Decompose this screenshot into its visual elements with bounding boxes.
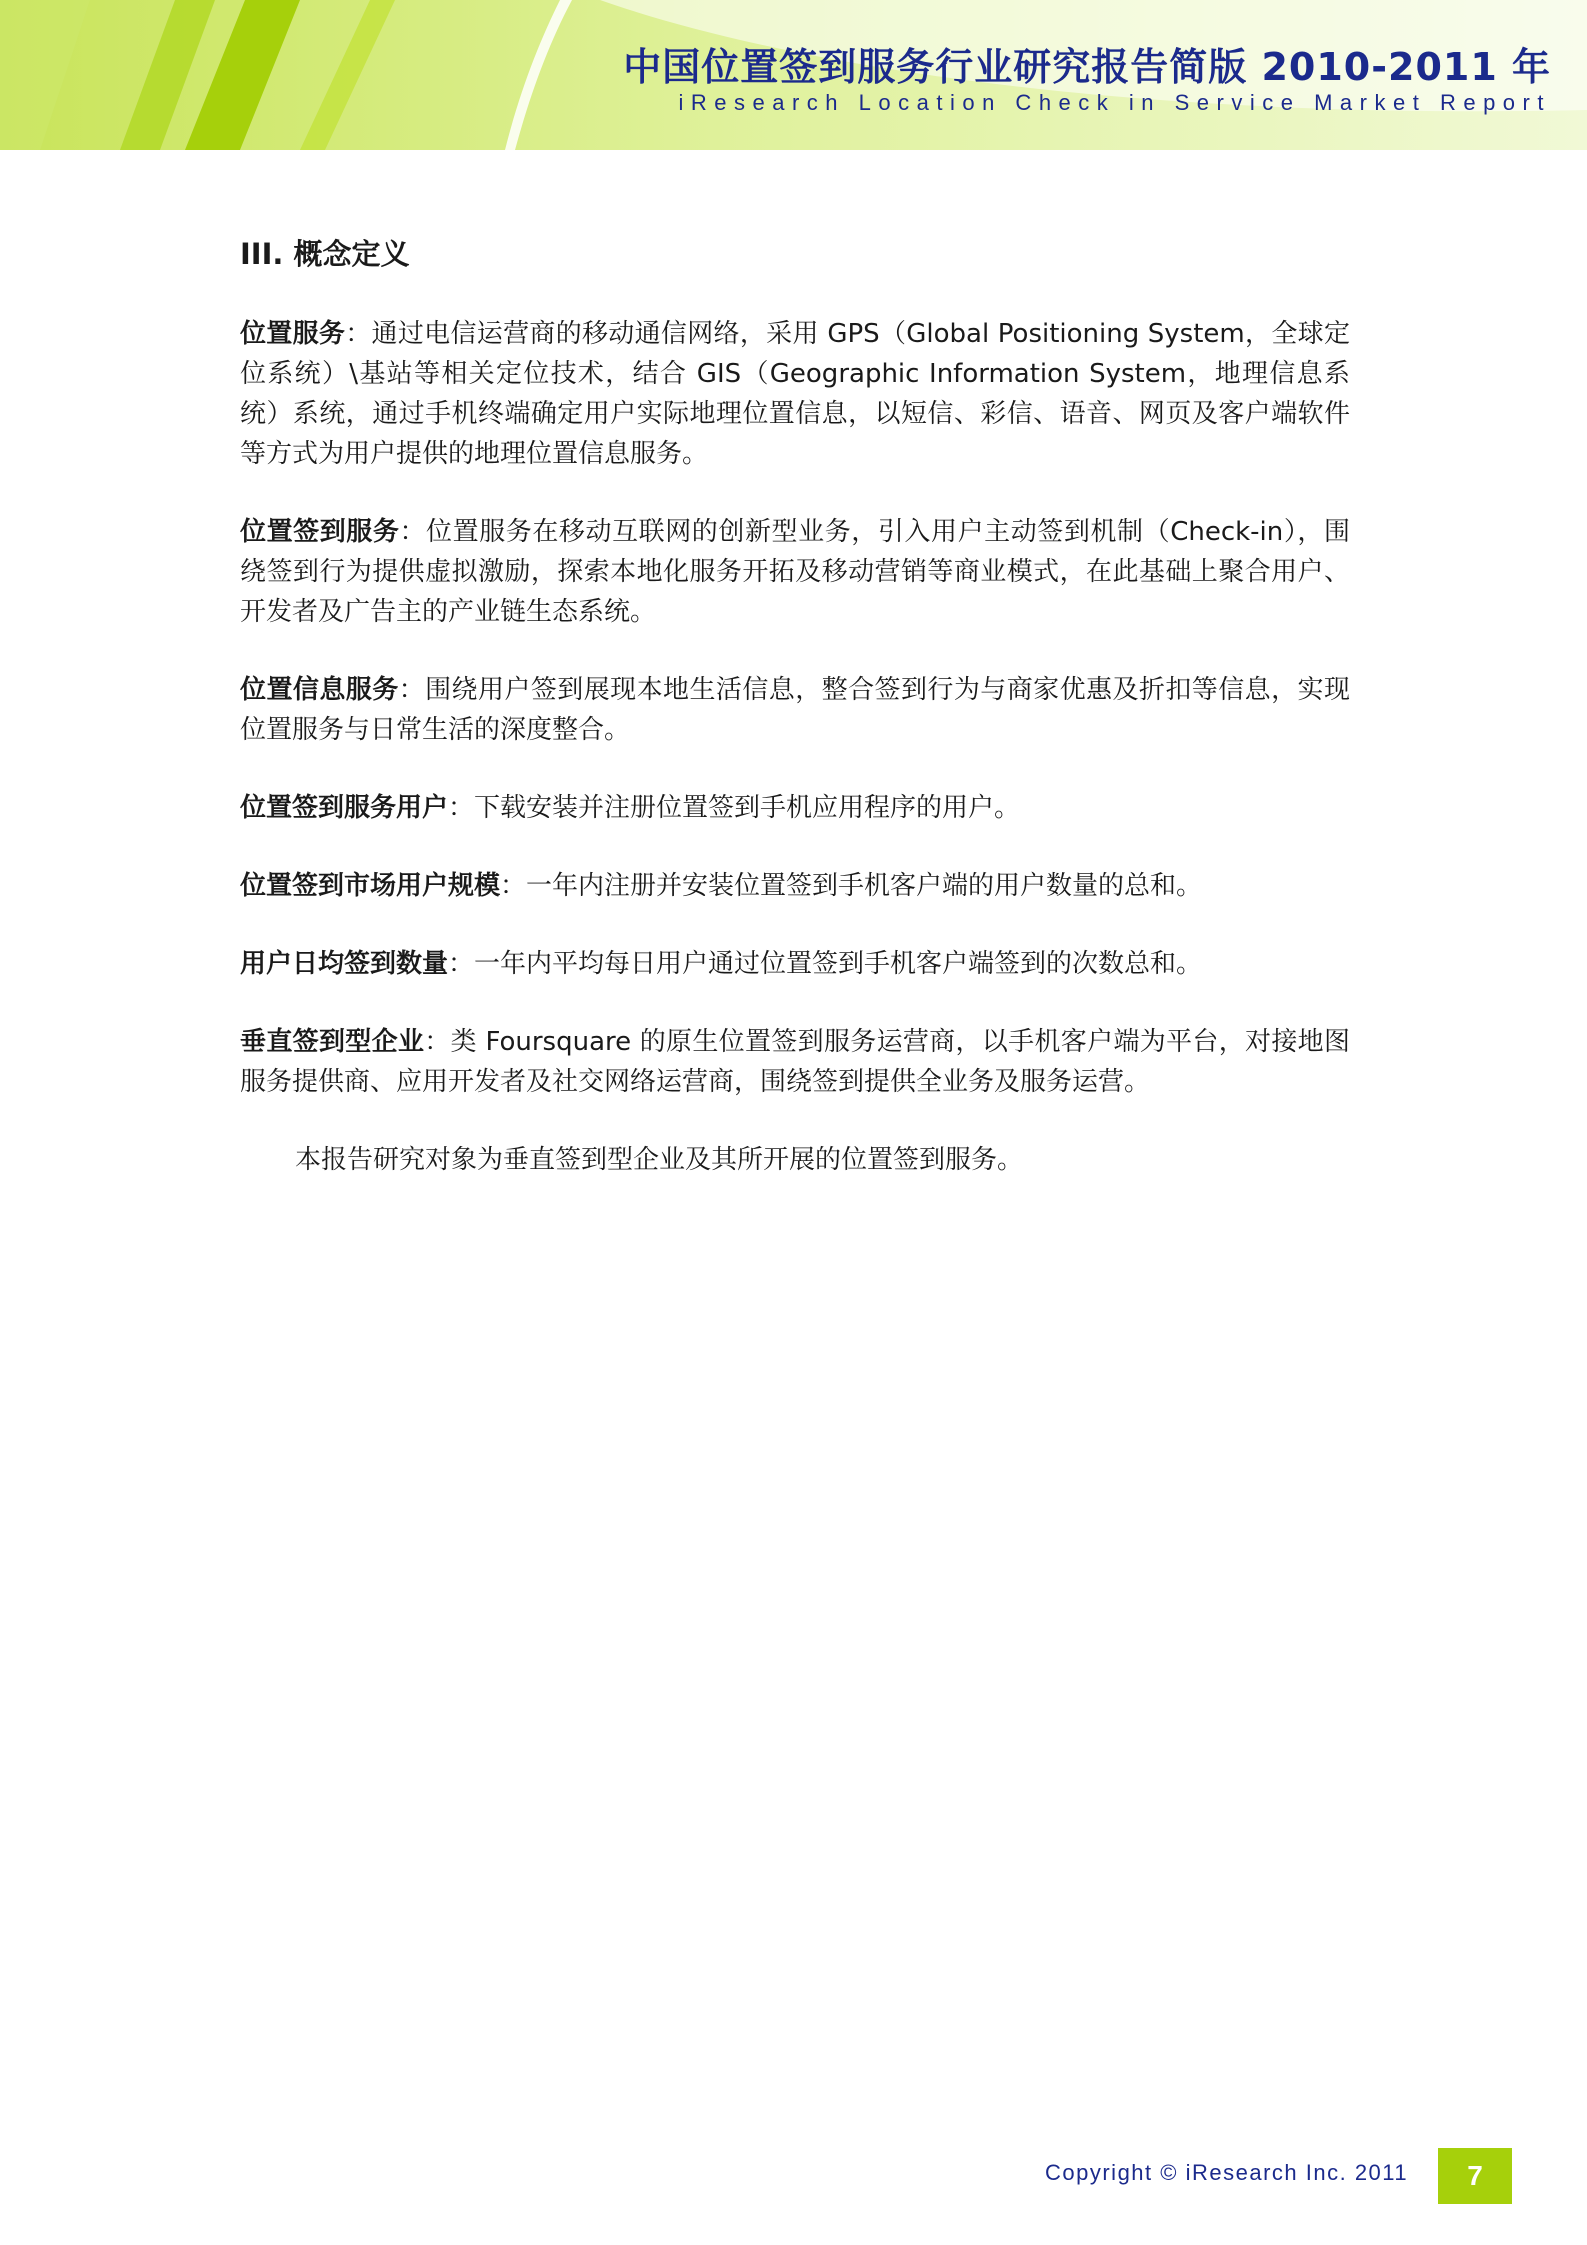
definition-term: 位置信息服务: [240, 675, 399, 705]
definition-location-info-service: [240, 670, 1350, 750]
closing-statement: 本报告研究对象为垂直签到型企业及其所开展的位置签到服务。: [295, 1145, 1024, 1175]
definition-text: ：下载安装并注册位置签到手机应用程序的用户。: [448, 793, 1021, 823]
definition-market-user-scale: [240, 866, 1350, 906]
definition-term: 位置签到服务用户: [240, 793, 449, 823]
definition-term: 位置签到市场用户规模: [240, 871, 501, 901]
definition-check-in-user: [240, 788, 1350, 828]
definition-term: 位置签到服务: [240, 517, 400, 547]
definition-term: 用户日均签到数量: [240, 949, 449, 979]
section-title: III. 概念定义: [240, 237, 410, 271]
page-number: 7: [1438, 2148, 1512, 2204]
definition-check-in-service: [240, 512, 1350, 632]
copyright-notice: Copyright © iResearch Inc. 2011: [1045, 2160, 1409, 2185]
definition-text: ：类 Foursquare 的原生位置签到服务运营商，以手机客户端为平台，对接地图服务提供商、应用开发者及社交网络运营商，围绕签到提供全业务及服务运营。: [240, 1027, 1350, 1097]
report-subtitle: iResearch Location Check in Service Market Report: [678, 90, 1551, 115]
definition-text: ：围绕用户签到展现本地生活信息，整合签到行为与商家优惠及折扣等信息，实现位置服务与日常生活的深度整合。: [240, 675, 1350, 745]
report-title: 中国位置签到服务行业研究报告简版 2010-2011 年: [623, 45, 1551, 89]
definition-text: ：一年内平均每日用户通过位置签到手机客户端签到的次数总和。: [448, 949, 1203, 979]
definition-text: ：一年内注册并安装位置签到手机客户端的用户数量的总和。: [500, 871, 1203, 901]
definition-location-service: [240, 314, 1350, 474]
definition-term: 垂直签到型企业: [240, 1027, 425, 1057]
main-content: [240, 232, 1350, 1180]
definition-term: 位置服务: [240, 319, 346, 349]
definition-vertical-check-in-company: [240, 1022, 1350, 1102]
definition-text: ：通过电信运营商的移动通信网络，采用 GPS（Global Positioning System，全球定位系统）\基站等相关定位技术，结合 GIS（Geographic Information System，地理信息系统）系统，通过手机终端确定用户实际地理位置信息，以短信、彩信、语音、网页及客户端软件等方式为用户提供的地理位置信息服务。: [240, 319, 1350, 469]
definition-daily-check-ins: [240, 944, 1350, 984]
definition-text: ：位置服务在移动互联网的创新型业务，引入用户主动签到机制（Check-in），围绕签到行为提供虚拟激励，探索本地化服务开拓及移动营销等商业模式，在此基础上聚合用户、开发者及广告主的产业链生态系统。: [240, 517, 1350, 627]
page-header: [0, 0, 1587, 150]
